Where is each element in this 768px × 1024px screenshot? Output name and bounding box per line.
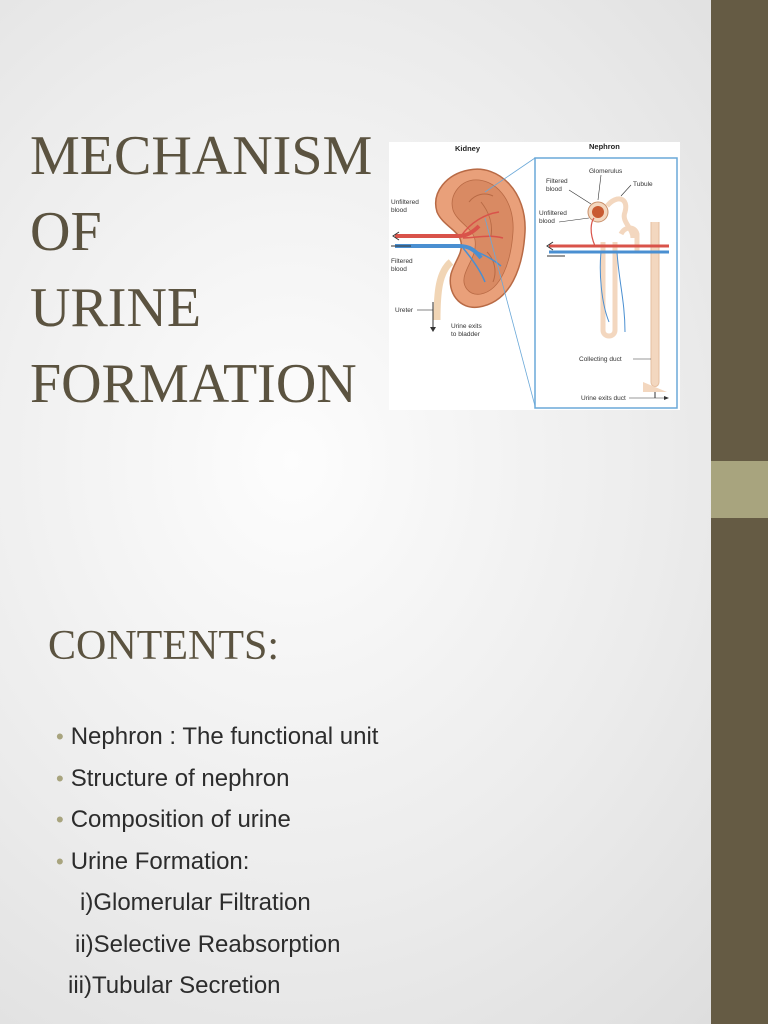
label-glomerulus: Glomerulus [589,168,623,175]
list-item [56,716,378,758]
side-accent-block [711,461,768,518]
list-item-text: Urine Formation: [70,847,250,875]
bullet-dot: • [56,724,64,749]
list-item-text: Composition of urine [70,806,291,833]
diagram-svg [389,142,680,410]
kidney-nephron-diagram [389,142,680,410]
label-nephron-unfiltered-1: Unfiltered [539,210,567,217]
sub-list-item [56,965,378,1007]
title-line-1: MECHANISM [30,125,373,187]
sub-item-text: iii)Tubular Secretion [68,972,281,999]
list-item [56,841,378,883]
title-line-2: OF [30,201,102,263]
list-item-text: Nephron : The functional unit [70,723,379,750]
bullet-dot: • [56,807,64,832]
sub-item-text: ii)Selective Reabsorption [75,930,341,958]
label-urine-exits-duct: Urine exits duct [581,395,626,402]
kidney-heading: Kidney [455,144,481,153]
sub-list-item [56,882,378,924]
slide-title [30,118,380,422]
label-unfiltered-blood-1: Unfiltered [391,199,419,206]
label-ureter: Ureter [395,307,414,314]
label-urine-exits-1: Urine exits [451,323,482,330]
bullet-dot: • [56,848,64,874]
label-unfiltered-blood-2: blood [391,207,407,214]
nephron-heading: Nephron [589,142,620,151]
label-filtered-blood-2: blood [391,266,407,273]
label-tubule: Tubule [633,181,653,188]
title-line-4: FORMATION [30,353,357,415]
sub-item-text: i)Glomerular Filtration [80,889,311,916]
title-line-3: URINE [30,277,202,339]
label-nephron-unfiltered-2: blood [539,218,555,225]
label-urine-exits-2: to bladder [451,331,480,338]
label-filtered-blood-1: Filtered [391,258,413,265]
label-collecting-duct: Collecting duct [579,356,622,363]
sub-list-item [56,924,378,966]
label-nephron-filtered-2: blood [546,186,562,193]
list-item [56,758,378,800]
contents-list [56,716,378,1007]
contents-heading: CONTENTS: [48,623,279,669]
label-nephron-filtered-1: Filtered [546,178,568,185]
list-item [56,799,378,841]
bullet-dot: • [56,765,64,791]
list-item-text: Structure of nephron [70,764,290,792]
